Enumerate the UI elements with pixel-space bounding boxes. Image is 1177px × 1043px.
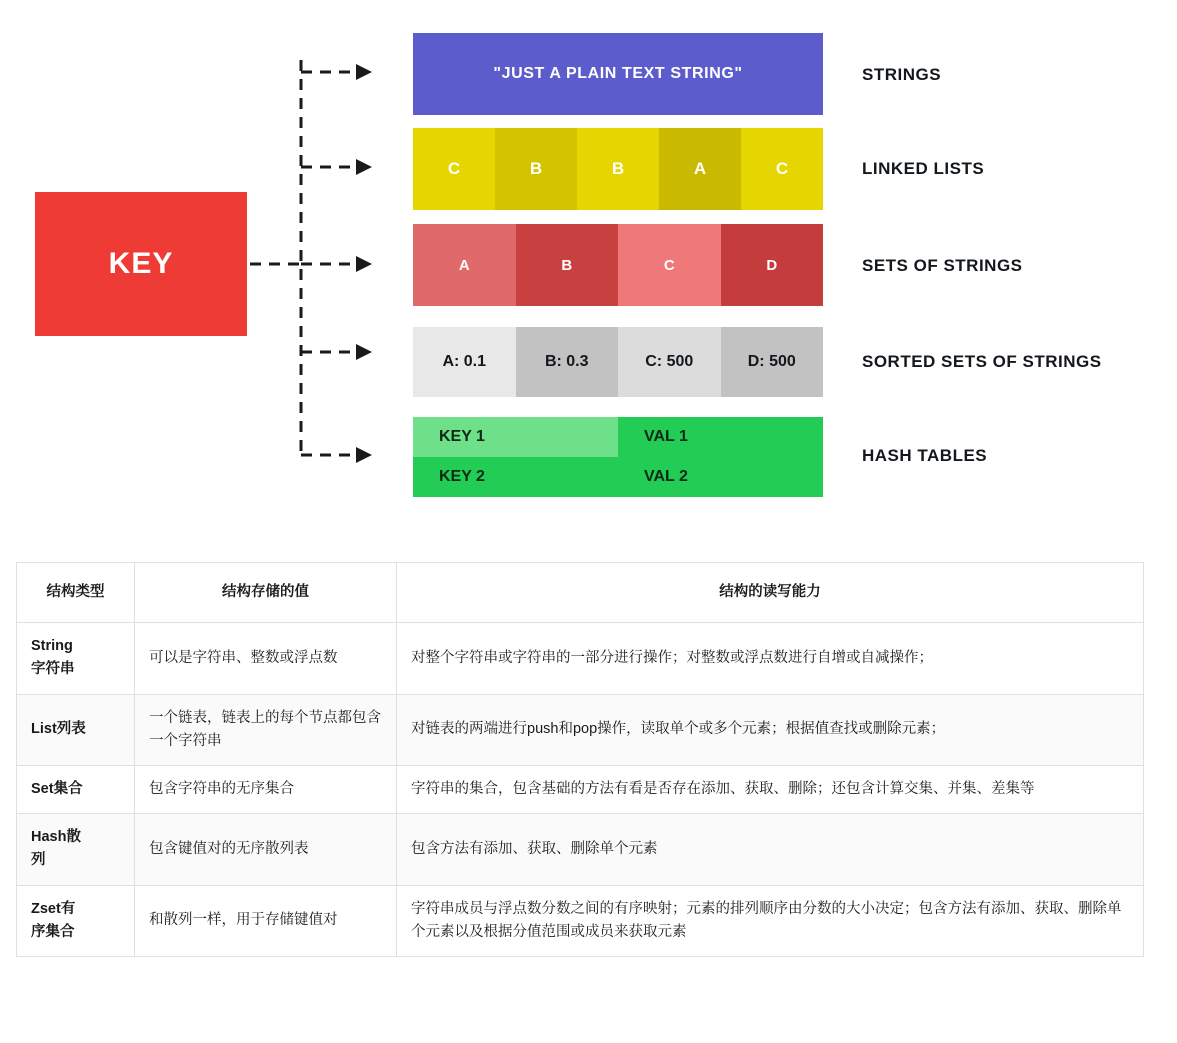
label-strings: STRINGS bbox=[862, 65, 942, 84]
row-hash-tables bbox=[413, 417, 823, 497]
row-linked-lists bbox=[413, 128, 823, 210]
table-row bbox=[17, 885, 1144, 956]
cell-value: 包含字符串的无序集合 bbox=[135, 765, 397, 813]
strings-cell: "JUST A PLAIN TEXT STRING" bbox=[493, 65, 743, 82]
cell-value: 包含键值对的无序散列表 bbox=[135, 814, 397, 885]
cell-type bbox=[17, 885, 135, 956]
table-row bbox=[17, 765, 1144, 813]
table-row bbox=[17, 694, 1144, 765]
type-line-2: 字符串 bbox=[31, 661, 75, 678]
type-line-2: 列 bbox=[31, 852, 46, 869]
type-line-1: String bbox=[31, 638, 73, 655]
cell-ability: 字符串成员与浮点数分数之间的有序映射；元素的排列顺序由分数的大小决定；包含方法有添加、获取、删除单个元素以及根据分值范围或成员来获取元素 bbox=[397, 885, 1144, 956]
label-hash-tables: HASH TABLES bbox=[862, 446, 988, 465]
list-cell: B bbox=[577, 128, 659, 210]
row-strings bbox=[413, 33, 823, 115]
cell-type: Set集合 bbox=[17, 765, 135, 813]
header-type: 结构类型 bbox=[17, 563, 135, 623]
cell-ability: 字符串的集合，包含基础的方法有看是否存在添加、获取、删除；还包含计算交集、并集、差集等 bbox=[397, 765, 1144, 813]
cell-value: 可以是字符串、整数或浮点数 bbox=[135, 623, 397, 694]
label-sets-of-strings: SETS OF STRINGS bbox=[862, 256, 1023, 275]
table-row bbox=[17, 623, 1144, 694]
row-sets-of-strings bbox=[413, 224, 823, 306]
table-header-row bbox=[17, 563, 1144, 623]
table-row bbox=[17, 814, 1144, 885]
list-cell: B bbox=[495, 128, 577, 210]
cell-type: List列表 bbox=[17, 694, 135, 765]
zset-cell: B: 0.3 bbox=[516, 327, 619, 397]
cell-type bbox=[17, 814, 135, 885]
label-linked-lists: LINKED LISTS bbox=[862, 159, 985, 178]
hash-val-cell: VAL 2 bbox=[618, 457, 823, 497]
type-line-2: 序集合 bbox=[31, 923, 75, 940]
cell-ability: 对链表的两端进行push和pop操作，读取单个或多个元素；根据值查找或删除元素； bbox=[397, 694, 1144, 765]
zset-cell: A: 0.1 bbox=[413, 327, 516, 397]
hash-val-cell: VAL 1 bbox=[618, 417, 823, 457]
cell-type bbox=[17, 623, 135, 694]
set-cell: C bbox=[618, 224, 721, 306]
type-line-1: Zset有 bbox=[31, 900, 76, 917]
header-value: 结构存储的值 bbox=[135, 563, 397, 623]
type-line-1: Hash散 bbox=[31, 829, 81, 846]
cell-ability: 包含方法有添加、获取、删除单个元素 bbox=[397, 814, 1144, 885]
data-structure-table bbox=[16, 562, 1144, 957]
data-structure-table-wrapper bbox=[16, 562, 1144, 957]
set-cell: A bbox=[413, 224, 516, 306]
hash-key-cell: KEY 1 bbox=[413, 417, 618, 457]
zset-cell: C: 500 bbox=[618, 327, 721, 397]
cell-value: 一个链表，链表上的每个节点都包含一个字符串 bbox=[135, 694, 397, 765]
hash-key-cell: KEY 2 bbox=[413, 457, 618, 497]
label-sorted-sets: SORTED SETS OF STRINGS bbox=[862, 352, 1102, 371]
hash-row bbox=[413, 457, 823, 497]
zset-cell: D: 500 bbox=[721, 327, 824, 397]
row-sorted-sets bbox=[413, 327, 823, 397]
set-cell: B bbox=[516, 224, 619, 306]
hash-row bbox=[413, 417, 823, 457]
list-cell: C bbox=[741, 128, 823, 210]
cell-ability: 对整个字符串或字符串的一部分进行操作；对整数或浮点数进行自增或自减操作； bbox=[397, 623, 1144, 694]
list-cell: C bbox=[413, 128, 495, 210]
key-label: KEY bbox=[108, 247, 174, 280]
header-ability: 结构的读写能力 bbox=[397, 563, 1144, 623]
cell-value: 和散列一样，用于存储键值对 bbox=[135, 885, 397, 956]
set-cell: D bbox=[721, 224, 824, 306]
list-cell: A bbox=[659, 128, 741, 210]
